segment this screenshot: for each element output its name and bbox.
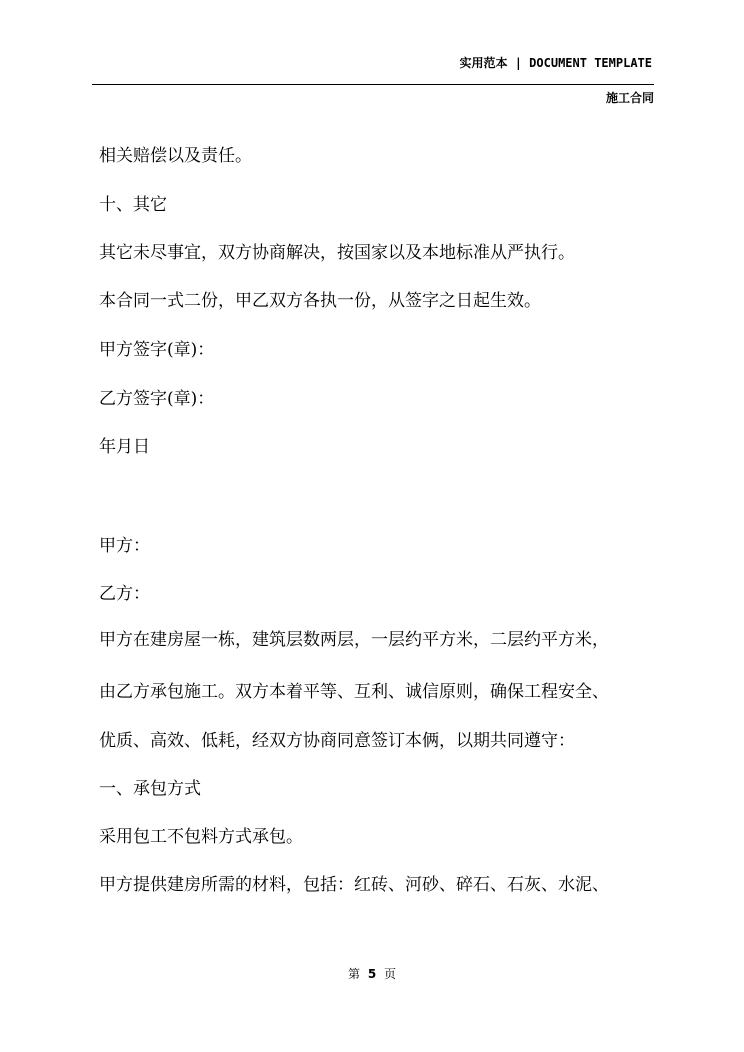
paragraph-line: 由乙方承包施工。双方本着平等、互利、诚信原则，确保工程安全、 [99, 682, 609, 702]
paragraph-line: 采用包工不包料方式承包。 [99, 827, 303, 847]
header-brand: 实用范本 | DOCUMENT TEMPLATE [459, 56, 652, 70]
section-heading: 十、其它 [99, 195, 167, 215]
paragraph-line: 甲方提供建房所需的材料，包括：红砖、河砂、碎石、石灰、水泥、 [99, 875, 609, 895]
footer-suffix: 页 [384, 967, 397, 981]
header-doc-title: 施工合同 [605, 91, 654, 105]
paragraph-line: 本合同一式二份，甲乙双方各执一份，从签字之日起生效。 [99, 291, 541, 311]
page-footer [0, 965, 744, 982]
paragraph-line: 其它未尽事宜，双方协商解决，按国家以及本地标准从严执行。 [99, 243, 575, 263]
signature-line-party-b: 乙方签字(章)： [99, 389, 215, 409]
page-number: 5 [367, 967, 377, 981]
party-a-line: 甲方： [99, 536, 150, 556]
header-divider [92, 84, 654, 85]
paragraph-line: 相关赔偿以及责任。 [99, 146, 252, 166]
section-heading: 一、承包方式 [99, 779, 201, 799]
paragraph-line: 甲方在建房屋一栋，建筑层数两层，一层约平方米，二层约平方米， [99, 630, 609, 650]
party-b-line: 乙方： [99, 584, 150, 604]
paragraph-line: 优质、高效、低耗，经双方协商同意签订本俩，以期共同遵守： [99, 731, 575, 751]
date-line: 年月日 [99, 437, 150, 457]
signature-line-party-a: 甲方签字(章)： [99, 340, 215, 360]
footer-prefix: 第 [347, 967, 360, 981]
